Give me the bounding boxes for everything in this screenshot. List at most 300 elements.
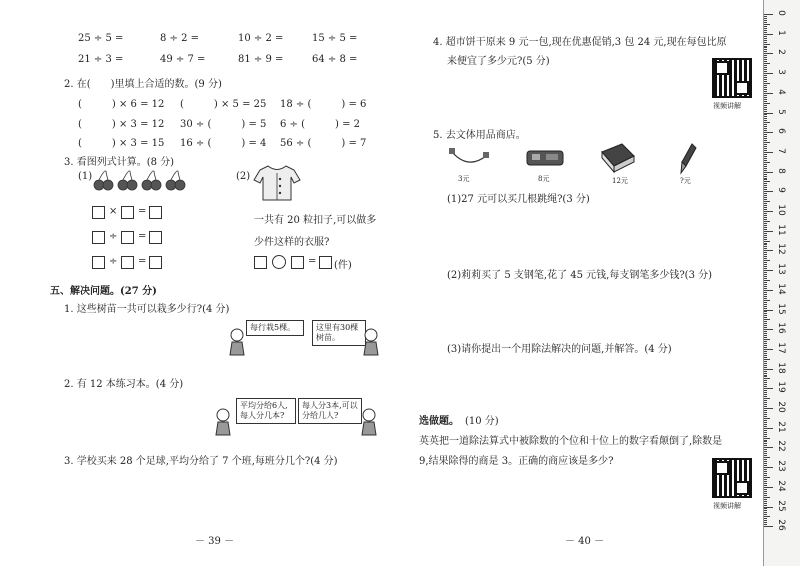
ruler-tick <box>764 107 767 108</box>
ruler-tick <box>764 499 767 500</box>
ruler-tick <box>764 61 767 62</box>
ruler-tick <box>764 315 767 316</box>
calc-item: 21 ÷ 3 = <box>78 54 124 65</box>
ruler-tick <box>764 223 767 224</box>
ruler-tick <box>764 347 767 348</box>
ruler-tick <box>764 436 767 437</box>
ruler-tick <box>764 176 767 177</box>
answer-box[interactable] <box>92 256 105 269</box>
optional-question-line-2: 9,结果除得的商是 3。正确的商应该是多少? <box>419 456 614 467</box>
ruler-tick <box>764 475 767 476</box>
fill-blank: ( ) × 3 = 15 <box>78 138 165 149</box>
ruler-tick <box>764 483 767 484</box>
ruler-tick <box>764 24 770 25</box>
ruler-tick <box>764 404 767 405</box>
ruler-tick <box>764 514 767 515</box>
ruler-number: 7 <box>776 148 786 154</box>
ruler-tick <box>764 380 767 381</box>
ruler-tick <box>764 183 767 184</box>
ruler-tick <box>764 103 770 104</box>
child-figure-icon <box>360 328 382 356</box>
child-figure-icon <box>226 328 248 356</box>
ruler-tick <box>764 325 767 326</box>
ruler-tick <box>764 345 767 346</box>
ruler-tick <box>764 375 767 376</box>
question-5-part-3: (3)请你提出一个用除法解决的问题,并解答。(4 分) <box>447 344 672 355</box>
ruler-number: 16 <box>776 322 786 334</box>
ruler-tick <box>764 138 767 139</box>
ruler-tick <box>764 97 767 98</box>
ruler-tick <box>764 18 767 19</box>
price-label: 12元 <box>612 177 628 185</box>
ruler-tick <box>764 69 767 70</box>
ruler-tick <box>764 168 767 169</box>
ruler-number: 4 <box>776 88 786 95</box>
ruler-number: 21 <box>776 420 786 433</box>
ruler-tick <box>764 241 770 242</box>
price-label: ?元 <box>680 177 691 185</box>
ruler-tick <box>764 124 767 125</box>
ruler-tick <box>764 343 767 344</box>
ruler-tick <box>764 118 767 119</box>
qr-caption: 视频讲解 <box>713 502 741 510</box>
ruler-tick <box>764 508 767 509</box>
ruler-tick <box>764 408 773 409</box>
ruler-tick <box>764 349 773 350</box>
ruler-tick <box>764 327 767 328</box>
book-icon <box>598 142 638 174</box>
ruler-tick <box>764 317 767 318</box>
ruler-tick <box>764 308 767 309</box>
ruler-tick <box>764 120 767 121</box>
ruler-tick <box>764 258 767 259</box>
ruler-number: 17 <box>776 342 786 354</box>
ruler-tick <box>764 422 767 423</box>
ruler-tick <box>764 170 767 171</box>
ruler-tick <box>764 369 773 370</box>
qr-code-icon[interactable] <box>712 58 752 98</box>
ruler-tick <box>764 501 767 502</box>
ruler-tick <box>764 390 767 391</box>
ruler-number: 25 <box>776 499 786 512</box>
ruler-tick <box>764 81 767 82</box>
ruler-tick <box>764 280 770 281</box>
ruler-tick <box>764 49 767 50</box>
ruler-tick <box>764 376 767 377</box>
ruler-tick <box>764 185 767 186</box>
ruler-tick <box>764 114 767 115</box>
ruler-tick <box>764 278 767 279</box>
problem-2: 2. 有 12 本练习本。(4 分) <box>64 379 184 390</box>
ruler-tick <box>764 306 767 307</box>
ruler-tick <box>764 507 773 508</box>
ruler-tick <box>764 414 767 415</box>
ruler-tick <box>764 469 767 470</box>
ruler-tick <box>764 331 767 332</box>
ruler-tick <box>764 193 767 194</box>
ruler-tick <box>764 213 767 214</box>
ruler-tick <box>764 477 770 478</box>
ruler-tick <box>764 46 767 47</box>
ruler-tick <box>764 455 767 456</box>
ruler-tick <box>764 526 773 527</box>
ruler-tick <box>764 20 767 21</box>
speech-bubble: 每行栽5棵。 <box>246 320 304 336</box>
ruler-tick <box>764 130 767 131</box>
ruler-tick <box>764 256 767 257</box>
ruler-tick <box>764 268 767 269</box>
ruler-tick <box>764 71 767 72</box>
question-5-part-2: (2)莉莉买了 5 支钢笔,花了 45 元钱,每支钢笔多少钱?(3 分) <box>447 270 713 281</box>
ruler-tick <box>764 132 773 133</box>
ruler-number: 3 <box>776 69 786 75</box>
ruler-number: 22 <box>776 440 786 453</box>
ruler-tick <box>764 32 767 33</box>
ruler-tick <box>764 148 767 149</box>
ruler-tick <box>764 233 767 234</box>
ruler-tick <box>764 134 767 135</box>
ruler-tick <box>764 296 767 297</box>
pencil-case-icon <box>524 146 566 170</box>
ruler-tick <box>764 67 767 68</box>
ruler-tick <box>764 400 767 401</box>
ruler-tick <box>764 272 767 273</box>
ruler-tick <box>764 430 767 431</box>
ruler-tick <box>764 402 767 403</box>
ruler-tick <box>764 447 773 448</box>
ruler-tick <box>764 57 767 58</box>
ruler-tick <box>764 329 773 330</box>
ruler-tick <box>764 505 767 506</box>
calc-item: 64 ÷ 8 = <box>312 54 358 65</box>
ruler-tick <box>764 150 767 151</box>
q3-label-2: (2) <box>236 171 251 182</box>
ruler-tick <box>764 166 767 167</box>
ruler-number: 0 <box>776 10 786 16</box>
ruler-tick <box>764 250 773 251</box>
ruler-number: 5 <box>776 108 786 115</box>
page-number: － 40 － <box>565 536 605 547</box>
ruler-tick <box>764 438 770 439</box>
ruler-tick <box>764 276 767 277</box>
ruler-tick <box>764 359 770 360</box>
ruler-tick <box>764 489 767 490</box>
ruler-tick <box>764 36 767 37</box>
ruler-tick <box>764 44 770 45</box>
ruler-tick <box>764 239 767 240</box>
ruler-tick <box>764 201 770 202</box>
ruler-tick <box>764 109 767 110</box>
ruler-tick <box>764 75 767 76</box>
ruler-number: 9 <box>776 187 786 194</box>
ruler-number: 24 <box>776 480 786 492</box>
page-number: － 39 － <box>195 536 235 547</box>
ruler-tick <box>764 55 767 56</box>
answer-box[interactable] <box>121 256 134 269</box>
calc-item: 8 ÷ 2 = <box>160 33 200 44</box>
ruler-tick <box>764 406 767 407</box>
ruler-tick <box>764 77 767 78</box>
ruler-tick <box>764 300 770 301</box>
question-4-line-1: 4. 超市饼干原来 9 元一包,现在优惠促销,3 包 24 元,现在每包比原 <box>433 37 727 48</box>
fill-blank: ( ) × 6 = 12 <box>78 99 165 110</box>
ruler-tick <box>764 339 770 340</box>
ruler-tick <box>764 453 767 454</box>
ruler-number: 15 <box>776 302 786 315</box>
ruler-tick <box>764 388 773 389</box>
calc-item: 49 ÷ 7 = <box>160 54 206 65</box>
fill-blank: 30 ÷ ( ) = 5 <box>180 119 267 130</box>
ruler-tick <box>764 164 767 165</box>
ruler-tick <box>764 313 767 314</box>
ruler-tick <box>764 162 770 163</box>
fill-blank: 56 ÷ ( ) = 7 <box>280 138 367 149</box>
ruler-number: 6 <box>776 128 786 135</box>
ruler-number: 19 <box>776 381 786 394</box>
ruler-tick <box>764 105 767 106</box>
ruler-tick <box>764 266 767 267</box>
ruler-number: 14 <box>776 283 786 295</box>
ruler-tick <box>764 22 767 23</box>
ruler-tick <box>764 434 767 435</box>
ruler-tick <box>764 497 770 498</box>
ruler-tick <box>764 351 767 352</box>
ruler-tick <box>764 235 767 236</box>
ruler-tick <box>764 432 767 433</box>
ruler-tick <box>764 487 773 488</box>
ruler-tick <box>764 181 770 182</box>
answer-box[interactable] <box>121 231 134 244</box>
ruler-tick <box>764 473 767 474</box>
ruler-tick <box>764 463 767 464</box>
ruler-tick <box>764 282 767 283</box>
ruler-tick <box>764 83 770 84</box>
ruler-tick <box>764 465 767 466</box>
ruler-tick <box>764 53 773 54</box>
ruler-tick <box>764 510 767 511</box>
ruler-tick <box>764 353 767 354</box>
ruler-tick <box>764 142 770 143</box>
ruler-tick <box>764 243 767 244</box>
ruler-tick <box>764 215 767 216</box>
calc-item: 81 ÷ 9 = <box>238 54 284 65</box>
ruler-number: 8 <box>776 167 786 174</box>
ruler-tick <box>764 363 767 364</box>
ruler-tick <box>764 260 770 261</box>
ruler-tick <box>764 140 767 141</box>
answer-box[interactable] <box>319 256 332 269</box>
ruler-tick <box>764 191 773 192</box>
ruler-tick <box>764 284 767 285</box>
ruler-tick <box>764 262 767 263</box>
ruler-tick <box>764 365 767 366</box>
ruler-tick <box>764 264 767 265</box>
ruler-number: 13 <box>776 263 786 275</box>
ruler-number: 2 <box>776 49 786 56</box>
problem-1: 1. 这些树苗一共可以栽多少行?(4 分) <box>64 304 230 315</box>
ruler-tick <box>764 522 767 523</box>
ruler-tick <box>764 237 767 238</box>
ruler-tick <box>764 520 767 521</box>
ruler-tick <box>764 491 767 492</box>
ruler-tick <box>764 113 773 114</box>
ruler-tick <box>764 518 767 519</box>
optional-question-title: 选做题。 <box>419 416 459 427</box>
ruler-tick <box>764 219 767 220</box>
ruler-tick <box>764 420 767 421</box>
ruler-tick <box>764 443 767 444</box>
operator-circle[interactable] <box>272 255 286 269</box>
ruler-tick <box>764 418 770 419</box>
ruler-tick <box>764 410 767 411</box>
answer-box[interactable] <box>291 256 304 269</box>
ruler-tick <box>764 304 767 305</box>
ruler-tick <box>764 270 773 271</box>
ruler-tick <box>764 485 767 486</box>
ruler-tick <box>764 51 767 52</box>
ruler-tick <box>764 128 767 129</box>
ruler-tick <box>764 319 770 320</box>
ruler-tick <box>764 207 767 208</box>
ruler-tick <box>764 323 767 324</box>
ruler-tick <box>764 95 767 96</box>
ruler-tick <box>764 126 767 127</box>
ruler-tick <box>764 244 767 245</box>
ruler-tick <box>764 449 767 450</box>
ruler-tick <box>764 195 767 196</box>
qr-code-icon[interactable] <box>712 458 752 498</box>
fountain-pen-icon <box>678 142 698 176</box>
ruler-number: 18 <box>776 361 786 374</box>
ruler-tick <box>764 310 773 311</box>
ruler-tick <box>764 40 767 41</box>
ruler-tick <box>764 99 767 100</box>
q3-text-a: 一共有 20 粒扣子,可以做多 <box>254 215 377 226</box>
ruler-tick <box>764 479 767 480</box>
ruler-tick <box>764 382 767 383</box>
child-figure-icon <box>358 408 380 436</box>
ruler-tick <box>764 290 773 291</box>
question-4-line-2: 来便宜了多少元?(5 分) <box>447 56 550 67</box>
ruler-tick <box>764 311 767 312</box>
ruler-tick <box>764 160 767 161</box>
ruler-tick <box>764 398 770 399</box>
ruler-tick <box>764 252 767 253</box>
ruler-tick <box>764 231 773 232</box>
ruler-tick <box>764 445 767 446</box>
ruler-tick <box>764 378 770 379</box>
ruler-tick <box>764 59 767 60</box>
ruler-tick <box>764 101 767 102</box>
ruler-tick <box>764 26 767 27</box>
ruler-tick <box>764 178 767 179</box>
section-5-title: 五、解决问题。(27 分) <box>50 286 157 297</box>
ruler-tick <box>764 38 767 39</box>
answer-box[interactable] <box>121 206 134 219</box>
ruler-tick <box>764 205 767 206</box>
ruler-tick <box>764 274 767 275</box>
question-3-title: 3. 看图列式计算。(8 分) <box>64 157 175 168</box>
question-5-title: 5. 去文体用品商店。 <box>433 130 526 141</box>
ruler-tick <box>764 73 773 74</box>
ruler-tick <box>764 361 767 362</box>
ruler-tick <box>764 122 770 123</box>
calc-item: 25 ÷ 5 = <box>78 33 124 44</box>
ruler-tick <box>764 254 767 255</box>
ruler-tick <box>764 144 767 145</box>
price-label: 3元 <box>458 175 470 183</box>
ruler-tick <box>764 357 767 358</box>
ruler-tick <box>764 335 767 336</box>
ruler-tick <box>764 172 773 173</box>
ruler-tick <box>764 187 767 188</box>
answer-box[interactable] <box>254 256 267 269</box>
answer-box[interactable] <box>92 231 105 244</box>
speech-bubble: 平均分给6人,每人分几本? <box>236 398 296 424</box>
ruler-tick <box>764 189 767 190</box>
ruler-tick <box>764 93 773 94</box>
ruler-tick <box>764 424 767 425</box>
ruler-tick <box>764 298 767 299</box>
ruler-tick <box>764 34 773 35</box>
ruler-tick <box>764 111 767 112</box>
ruler-tick <box>764 394 767 395</box>
ruler-tick <box>764 146 767 147</box>
q3-text-b: 少件这样的衣服? <box>254 237 330 248</box>
fill-blank: 16 ÷ ( ) = 4 <box>180 138 267 149</box>
ruler-tick <box>764 87 767 88</box>
answer-box[interactable] <box>149 206 162 219</box>
ruler-tick <box>764 203 767 204</box>
ruler-tick <box>764 116 767 117</box>
ruler-tick <box>764 371 767 372</box>
question-2-title: 2. 在( )里填上合适的数。(9 分) <box>64 79 222 90</box>
ruler-tick <box>764 493 767 494</box>
ruler-number: 23 <box>776 460 786 472</box>
ruler-tick <box>764 516 770 517</box>
ruler-number: 26 <box>776 519 786 531</box>
ruler-tick <box>764 292 767 293</box>
ruler[interactable] <box>763 0 800 566</box>
jump-rope-icon <box>448 146 490 170</box>
ruler-tick <box>764 199 767 200</box>
ruler-tick <box>764 503 767 504</box>
ruler-number: 10 <box>776 204 786 216</box>
ruler-tick <box>764 441 767 442</box>
ruler-tick <box>764 412 767 413</box>
ruler-tick <box>764 14 773 15</box>
fill-blank: 18 ÷ ( ) = 6 <box>280 99 367 110</box>
ruler-tick <box>764 386 767 387</box>
answer-box[interactable] <box>149 256 162 269</box>
ruler-tick <box>764 136 767 137</box>
ruler-tick <box>764 481 767 482</box>
ruler-tick <box>764 30 767 31</box>
ruler-tick <box>764 179 767 180</box>
answer-box[interactable] <box>92 206 105 219</box>
ruler-tick <box>764 416 767 417</box>
ruler-tick <box>764 524 767 525</box>
ruler-tick <box>764 302 767 303</box>
optional-question-score: (10 分) <box>465 416 499 427</box>
ruler-tick <box>764 461 767 462</box>
cherries-icon <box>92 168 192 192</box>
ruler-tick <box>764 286 767 287</box>
ruler-tick <box>764 294 767 295</box>
ruler-tick <box>764 337 767 338</box>
answer-box[interactable] <box>149 231 162 244</box>
ruler-tick <box>764 79 767 80</box>
